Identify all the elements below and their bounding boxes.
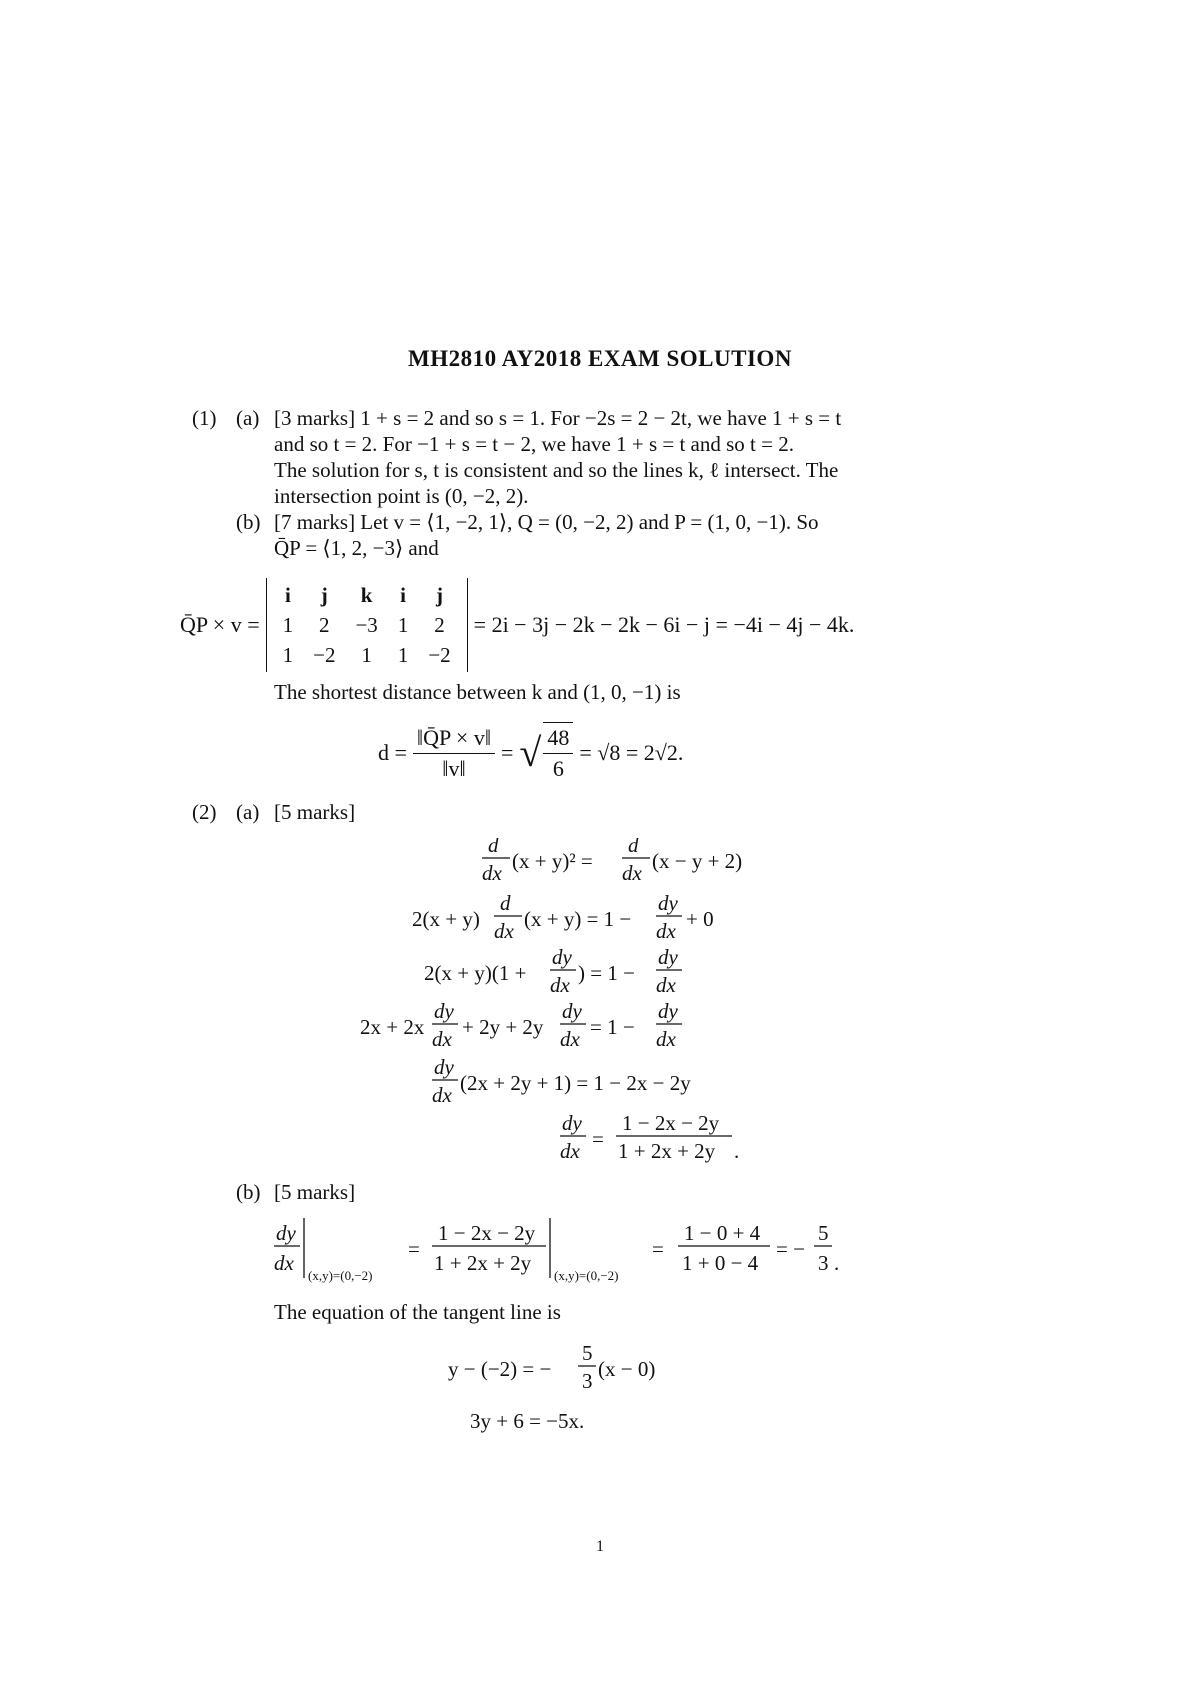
svg-text:3: 3 [582, 1369, 593, 1393]
svg-text:dx: dx [432, 1027, 452, 1051]
matrix-cell: 2 [434, 613, 445, 637]
tangent-line-equation [446, 1338, 706, 1448]
svg-text:1 − 2x − 2y: 1 − 2x − 2y [622, 1111, 720, 1135]
svg-text:1 − 2x − 2y: 1 − 2x − 2y [438, 1221, 536, 1245]
svg-text:dx: dx [656, 973, 676, 997]
page-number: 1 [596, 1538, 604, 1555]
q2a-label: (a) [236, 800, 260, 824]
svg-text:dy: dy [552, 945, 572, 969]
sqrt-sign: √ [519, 730, 542, 775]
svg-text:.: . [734, 1139, 740, 1163]
distance-numerator: ‖Q̄P × v‖ [413, 723, 495, 754]
matrix-cell: −2 [428, 643, 451, 667]
svg-text:dx: dx [622, 861, 642, 885]
svg-text:dx: dx [482, 861, 502, 885]
distance-denominator: ‖v‖ [442, 755, 466, 781]
matrix-cell: 1 [282, 643, 294, 667]
matrix-cell: 1 [397, 643, 409, 667]
svg-text:3y + 6 = −5x.: 3y + 6 = −5x. [470, 1409, 585, 1433]
svg-text:dx: dx [656, 1027, 676, 1051]
q1b-line-1: [7 marks] Let v = ⟨1, −2, 1⟩, Q = (0, −2, 2) and P = (1, 0, −1). So [274, 510, 819, 534]
svg-text:(2x + 2y + 1) = 1 − 2x − 2y: (2x + 2y + 1) = 1 − 2x − 2y [460, 1071, 691, 1095]
matrix-cell: 1 [397, 613, 409, 637]
svg-text:+ 2y + 2y: + 2y + 2y [462, 1015, 544, 1039]
matrix-cell: j [320, 583, 328, 607]
svg-text:dy: dy [658, 891, 678, 915]
svg-text:dx: dx [550, 973, 570, 997]
distance-equals: = [501, 740, 514, 765]
distance-formula [378, 722, 683, 784]
svg-text:1 + 0 − 4: 1 + 0 − 4 [682, 1251, 759, 1275]
svg-text:dy: dy [434, 999, 454, 1023]
q1a-label: (a) [236, 406, 260, 430]
svg-text:d: d [488, 838, 499, 857]
svg-text:2x + 2x: 2x + 2x [360, 1015, 425, 1039]
matrix-cell: −2 [313, 643, 336, 667]
tangent-line-text: The equation of the tangent line is [274, 1300, 561, 1324]
cross-lhs: Q̄P × v = [180, 612, 260, 637]
q1a-line-3: The solution for s, t is consistent and so the lines k, ℓ intersect. The [274, 458, 839, 482]
svg-text:(x − 0): (x − 0) [598, 1357, 656, 1381]
svg-text:dy: dy [434, 1055, 454, 1079]
matrix-cell: 2 [319, 613, 330, 637]
slope-evaluation-figure [272, 1216, 872, 1288]
q1a-line-4: intersection point is (0, −2, 2). [274, 484, 529, 508]
distance-result: = √8 = 2√2. [579, 740, 684, 765]
matrix-cell: j [435, 583, 443, 607]
matrix-cell: −3 [355, 613, 378, 637]
matrix-cell: i [400, 583, 406, 607]
matrix-cell: 1 [282, 613, 294, 637]
sqrt-numerator: 48 [543, 723, 573, 754]
tangent-line-figure [446, 1338, 706, 1448]
svg-text:y − (−2) = −: y − (−2) = − [448, 1357, 552, 1381]
slope-evaluation [272, 1216, 872, 1288]
implicit-differentiation-derivation [360, 838, 840, 1168]
svg-text:1 + 2x + 2y: 1 + 2x + 2y [434, 1251, 532, 1275]
svg-text:=: = [592, 1127, 604, 1151]
svg-text:d: d [500, 891, 511, 915]
svg-text:1 − 0 + 4: 1 − 0 + 4 [684, 1221, 761, 1245]
sqrt-fraction [543, 722, 573, 784]
svg-text:(x + y) = 1 −: (x + y) = 1 − [524, 907, 632, 931]
svg-text:=: = [408, 1237, 420, 1261]
matrix-cell: k [360, 583, 373, 607]
svg-text:(x,y)=(0,−2): (x,y)=(0,−2) [308, 1268, 373, 1283]
q2b-label: (b) [236, 1180, 261, 1204]
svg-text:dx: dx [656, 919, 676, 943]
svg-text:5: 5 [818, 1221, 829, 1245]
q1b-label: (b) [236, 510, 261, 534]
svg-text:dy: dy [276, 1221, 296, 1245]
svg-text:(x,y)=(0,−2): (x,y)=(0,−2) [554, 1268, 619, 1283]
q1b-line-2: Q̄P = ⟨1, 2, −3⟩ and [274, 536, 439, 560]
svg-text:(x + y)² =: (x + y)² = [512, 849, 593, 873]
cross-product-equation [180, 578, 854, 672]
svg-text:= −: = − [776, 1237, 805, 1261]
svg-text:dx: dx [494, 919, 514, 943]
q1a-line-1: [3 marks] 1 + s = 2 and so s = 1. For −2s = 2 − 2t, we have 1 + s = t [274, 406, 842, 430]
svg-text:dy: dy [658, 945, 678, 969]
svg-text:dx: dx [560, 1139, 580, 1163]
matrix-cell: i [284, 583, 291, 607]
svg-text:5: 5 [582, 1341, 593, 1365]
svg-text:dx: dx [432, 1083, 452, 1107]
svg-text:=: = [652, 1237, 664, 1261]
matrix-cell: 1 [361, 643, 372, 667]
distance-lhs: d = [378, 740, 407, 765]
shortest-distance-text: The shortest distance between k and (1, 0, −1) is [274, 680, 681, 704]
svg-text:= 1 −: = 1 − [590, 1015, 635, 1039]
svg-text:d: d [628, 838, 639, 857]
q2a-marks: [5 marks] [274, 800, 356, 824]
svg-text:2(x + y): 2(x + y) [412, 907, 480, 931]
derivation-figure [360, 838, 840, 1168]
svg-text:dy: dy [658, 999, 678, 1023]
svg-text:+ 0: + 0 [686, 907, 714, 931]
question-1-number: (1) [192, 406, 217, 430]
q1a-line-2: and so t = 2. For −1 + s = t − 2, we have 1 + s = t and so t = 2. [274, 432, 794, 456]
svg-text:1 + 2x + 2y: 1 + 2x + 2y [618, 1139, 716, 1163]
svg-text:dy: dy [562, 999, 582, 1023]
sqrt-denominator: 6 [552, 756, 564, 781]
svg-text:dx: dx [274, 1251, 294, 1275]
svg-text:dy: dy [562, 1111, 582, 1135]
document-title: MH2810 AY2018 EXAM SOLUTION [408, 346, 792, 371]
determinant-matrix [266, 578, 468, 672]
q2b-marks: [5 marks] [274, 1180, 356, 1204]
svg-text:3: 3 [818, 1251, 829, 1275]
svg-text:(x − y + 2): (x − y + 2) [652, 849, 743, 873]
svg-text:.: . [834, 1251, 840, 1275]
svg-text:dx: dx [560, 1027, 580, 1051]
question-2-number: (2) [192, 800, 217, 824]
svg-text:2(x + y)(1 +: 2(x + y)(1 + [424, 961, 527, 985]
cross-rhs: = 2i − 3j − 2k − 2k − 6i − j = −4i − 4j − 4k. [473, 612, 855, 637]
distance-fraction [413, 723, 495, 784]
svg-text:) = 1 −: ) = 1 − [578, 961, 635, 985]
